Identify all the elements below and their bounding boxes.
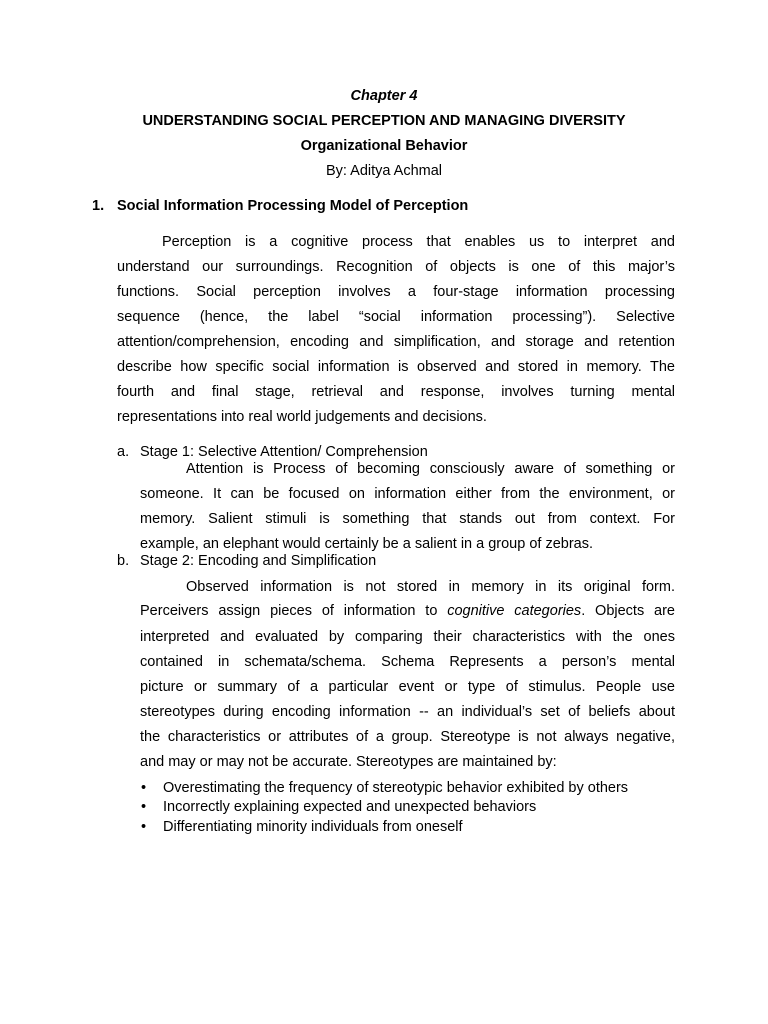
paragraph-line: fourth and final stage, retrieval and response, involves turning mental [117, 384, 675, 400]
stage-a-line: someone. It can be focused on information either from the environment, or [140, 486, 675, 502]
stage-b-line: and may or may not be accurate. Stereotypes are maintained by: [140, 754, 557, 770]
paragraph-line: sequence (hence, the label “social information processing”). Selective [117, 309, 675, 325]
stage-b-line-text: Perceivers assign pieces of information to [140, 603, 448, 619]
bullet-item: Differentiating minority individuals from oneself [163, 819, 463, 835]
stage-a-line: Attention is Process of becoming consciously aware of something or [186, 461, 675, 477]
stage-b-label: b. [117, 553, 130, 569]
paragraph-line: describe how specific social information is observed and stored in memory. The [117, 359, 675, 375]
section-heading: Social Information Processing Model of Perception [117, 198, 469, 214]
stage-b-line-text: . Objects are [581, 603, 675, 619]
author-line: By: Aditya Achmal [325, 163, 443, 179]
chapter-label: Chapter 4 [350, 88, 418, 104]
stage-b-title: Stage 2: Encoding and Simplification [140, 553, 377, 569]
section-number: 1. [92, 198, 105, 214]
paragraph-line: representations into real world judgements and decisions. [117, 409, 487, 425]
document-title: UNDERSTANDING SOCIAL PERCEPTION AND MANAGING DIVERSITY [142, 113, 626, 129]
stage-b-line [140, 601, 675, 621]
bullet-item: Overestimating the frequency of stereotypic behavior exhibited by others [163, 780, 629, 796]
paragraph-line: functions. Social perception involves a four-stage information processing [117, 284, 675, 300]
stage-a-line: memory. Salient stimuli is something that stands out from context. For [140, 511, 675, 527]
bullet-item: Incorrectly explaining expected and unexpected behaviors [163, 799, 537, 815]
bullet-icon: • [141, 819, 147, 835]
paragraph-line: understand our surroundings. Recognition of objects is one of this major’s [117, 259, 675, 275]
stage-b-line: interpreted and evaluated by comparing their characteristics with the ones [140, 629, 675, 645]
stage-a-line: example, an elephant would certainly be a salient in a group of zebras. [140, 536, 594, 552]
stage-a-label: a. [117, 444, 130, 460]
stage-b-line: stereotypes during encoding information -- an individual’s set of beliefs about [140, 704, 675, 720]
paragraph-line: attention/comprehension, encoding and simplification, and storage and retention [117, 334, 675, 350]
paragraph-line: Perception is a cognitive process that enables us to interpret and [162, 234, 675, 250]
bullet-icon: • [141, 799, 147, 815]
cognitive-categories-term: cognitive categories [447, 603, 582, 619]
subject-title: Organizational Behavior [300, 138, 468, 154]
stage-b-line: the characteristics or attributes of a group. Stereotype is not always negative, [140, 729, 675, 745]
stage-b-line: picture or summary of a particular event or type of stimulus. People use [140, 679, 675, 695]
stage-a-title: Stage 1: Selective Attention/ Comprehension [140, 444, 428, 460]
bullet-icon: • [141, 780, 147, 796]
stage-b-line: contained in schemata/schema. Schema Represents a person’s mental [140, 654, 675, 670]
stage-b-line: Observed information is not stored in memory in its original form. [186, 579, 675, 595]
